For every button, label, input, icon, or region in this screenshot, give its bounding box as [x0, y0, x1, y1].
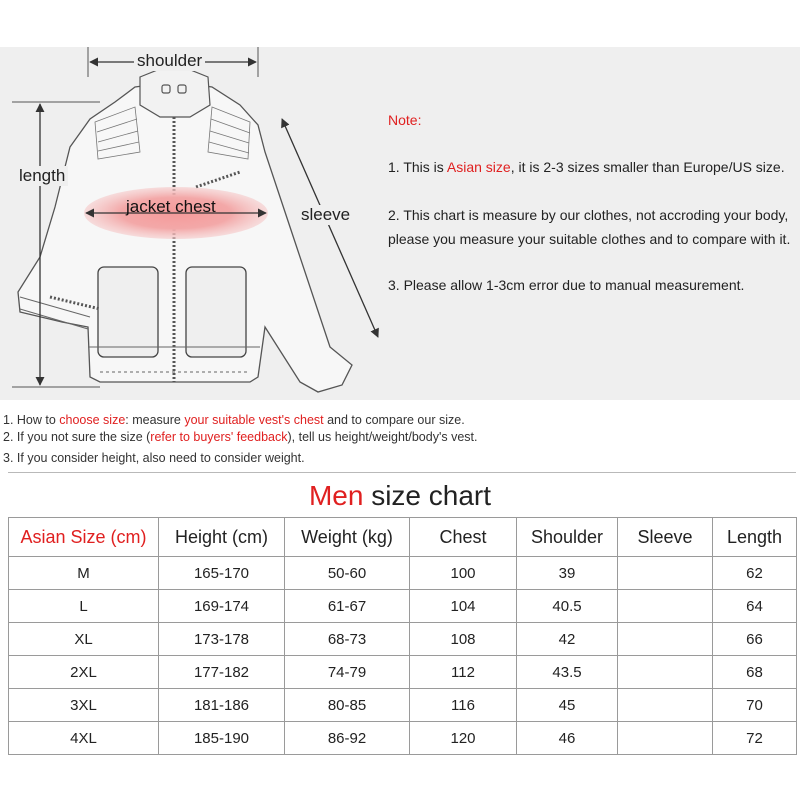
table-header-row	[9, 518, 797, 557]
cell-weight: 50-60	[285, 557, 410, 590]
cell-weight: 68-73	[285, 623, 410, 656]
cell-length: 68	[713, 656, 797, 689]
table-row	[9, 689, 797, 722]
table-row	[9, 623, 797, 656]
cell-size: 2XL	[9, 656, 159, 689]
cell-size: M	[9, 557, 159, 590]
cell-size: XL	[9, 623, 159, 656]
chart-title: Men size chart	[308, 480, 492, 511]
cell-shoulder: 46	[517, 722, 618, 755]
shoulder-label: shoulder	[134, 51, 205, 71]
cell-height: 173-178	[159, 623, 285, 656]
header-length: Length	[713, 518, 797, 557]
cell-sleeve	[618, 656, 713, 689]
cell-size: L	[9, 590, 159, 623]
cell-chest: 116	[410, 689, 517, 722]
cell-sleeve	[618, 557, 713, 590]
header-sleeve: Sleeve	[618, 518, 713, 557]
howto-line-1: 1. How to choose size: measure your suitable vest's chest and to compare our size.	[3, 413, 465, 427]
header-shoulder: Shoulder	[517, 518, 618, 557]
divider	[8, 472, 796, 473]
note-item-1: 1. This is Asian size, it is 2-3 sizes smaller than Europe/US size.	[388, 159, 785, 175]
table-row	[9, 656, 797, 689]
cell-weight: 80-85	[285, 689, 410, 722]
note-item-3: 3. Please allow 1-3cm error due to manual measurement.	[388, 277, 745, 293]
howto-line-2: 2. If you not sure the size (refer to buyers' feedback), tell us height/weight/body's vest.	[3, 430, 478, 444]
cell-height: 185-190	[159, 722, 285, 755]
cell-chest: 108	[410, 623, 517, 656]
cell-shoulder: 39	[517, 557, 618, 590]
cell-weight: 61-67	[285, 590, 410, 623]
cell-height: 181-186	[159, 689, 285, 722]
cell-shoulder: 42	[517, 623, 618, 656]
cell-chest: 104	[410, 590, 517, 623]
cell-length: 62	[713, 557, 797, 590]
cell-size: 3XL	[9, 689, 159, 722]
cell-chest: 100	[410, 557, 517, 590]
length-label: length	[16, 166, 68, 186]
cell-sleeve	[618, 623, 713, 656]
cell-length: 66	[713, 623, 797, 656]
cell-length: 70	[713, 689, 797, 722]
table-row	[9, 557, 797, 590]
cell-weight: 86-92	[285, 722, 410, 755]
cell-length: 72	[713, 722, 797, 755]
cell-size: 4XL	[9, 722, 159, 755]
table-row	[9, 590, 797, 623]
cell-height: 177-182	[159, 656, 285, 689]
note-item-2-line-1: 2. This chart is measure by our clothes, not accroding your body,	[388, 207, 789, 223]
note-title: Note:	[388, 112, 422, 128]
cell-sleeve	[618, 722, 713, 755]
cell-shoulder: 43.5	[517, 656, 618, 689]
cell-weight: 74-79	[285, 656, 410, 689]
cell-sleeve	[618, 590, 713, 623]
chest-label: jacket chest	[126, 197, 216, 216]
cell-height: 169-174	[159, 590, 285, 623]
header-height: Height (cm)	[159, 518, 285, 557]
cell-sleeve	[618, 689, 713, 722]
cell-shoulder: 40.5	[517, 590, 618, 623]
cell-chest: 120	[410, 722, 517, 755]
note-item-2-line-2: please you measure your suitable clothes and to compare with it.	[388, 231, 791, 247]
howto-line-3: 3. If you consider height, also need to consider weight.	[3, 451, 305, 465]
sleeve-label: sleeve	[298, 205, 353, 225]
cell-height: 165-170	[159, 557, 285, 590]
size-table	[8, 517, 797, 755]
header-chest: Chest	[410, 518, 517, 557]
cell-shoulder: 45	[517, 689, 618, 722]
table-row	[9, 722, 797, 755]
cell-length: 64	[713, 590, 797, 623]
cell-chest: 112	[410, 656, 517, 689]
header-weight: Weight (kg)	[285, 518, 410, 557]
header-asian-size: Asian Size (cm)	[9, 518, 159, 557]
